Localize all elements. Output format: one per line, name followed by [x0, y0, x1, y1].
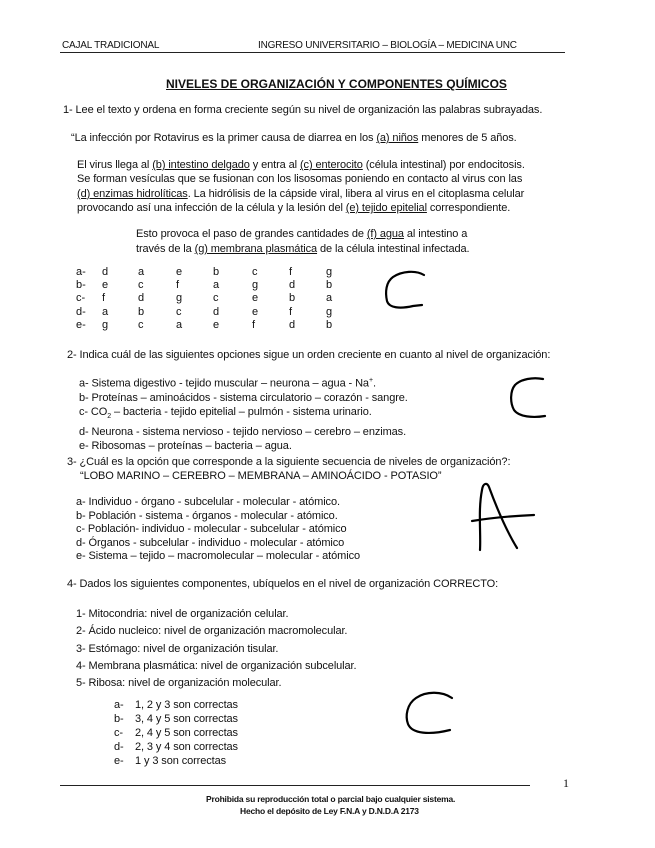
q3-option-e: e- Sistema – tejido – macromolecular – molecular - atómico — [76, 550, 360, 563]
q1-option-cell: a — [326, 292, 333, 305]
q1-option-cell: c — [138, 279, 144, 292]
q3-option-c: c- Población- individuo - molecular - subcelular - atómico — [76, 523, 347, 536]
q1-option-row — [76, 265, 346, 278]
q1-option-row — [76, 292, 346, 305]
q4-item-2: 2- Ácido nucleico: nivel de organización macromolecular. — [76, 625, 348, 638]
q1-option-cell: a — [138, 265, 145, 278]
q1-option-cell: f — [102, 292, 106, 305]
q1-option-cell: f — [289, 305, 293, 318]
q2-option-a: a- Sistema digestivo - tejido muscular – neurona – agua - Na+. — [79, 377, 376, 390]
q3-option-d: d- Órganos - subcelular - individuo - molecular - atómico — [76, 536, 345, 549]
q1-option-cell: c — [213, 292, 219, 305]
q1-paragraph-3 — [136, 227, 469, 257]
q1-option-cell: d — [289, 319, 296, 332]
q3-handwritten-answer-a — [470, 478, 540, 553]
q3-option-a: a- Individuo - órgano - subcelular - molecular - atómico. — [76, 496, 340, 508]
footer-line-2: Hecho el depósito de Ley F.N.A y D.N.D.A 2173 — [240, 806, 419, 816]
q4-option-a: a- 1, 2 y 3 son correctas — [114, 699, 238, 711]
page-title: NIVELES DE ORGANIZACIÓN Y COMPONENTES QUÍMICOS — [166, 77, 507, 91]
q1-options-table — [76, 265, 346, 332]
q1-option-cell: d — [138, 292, 145, 305]
q1-option-cell: c — [252, 265, 258, 278]
q1-option-cell: f — [176, 279, 180, 292]
q1-option-cell: d — [213, 305, 220, 318]
q2-handwritten-answer-c — [505, 376, 555, 421]
q4-item-5: 5- Ribosa: nivel de organización molecular. — [76, 677, 282, 690]
q4-item-3: 3- Estómago: nivel de organización tisular. — [76, 642, 279, 655]
q1-p2-line-4: provocando así una infección de la célula y la lesión del (e) tejido epitelial correspondiente. — [77, 201, 511, 214]
q1-option-cell: b — [138, 305, 145, 318]
q1-option-cell: g — [326, 305, 333, 318]
q1-paragraph-1: “La infección por Rotavirus es la primer causa de diarrea en los (a) niños menores de 5 años. — [71, 132, 517, 144]
q1-p3-line-2: través de la (g) membrana plasmática de la célula intestinal infectada. — [136, 243, 470, 255]
q4-options — [114, 698, 238, 768]
q1-option-cell: e — [252, 292, 259, 305]
q1-option-cell: f — [289, 265, 293, 278]
q1-p3-line-1: Esto provoca el paso de grandes cantidades de (f) agua al intestino a — [136, 228, 468, 240]
q1-option-cell: b — [289, 292, 296, 305]
q1-option-cell: a — [213, 279, 220, 292]
q1-option-cell: b — [213, 265, 220, 278]
q2-option-b: b- Proteínas – aminoácidos - sistema circulatorio – corazón - sangre. — [79, 391, 408, 404]
q1-p2-line-2: Se forman vesículas que se fusionan con los lisosomas poniendo en contacto al virus con las — [77, 173, 523, 186]
q1-option-cell: f — [252, 319, 256, 332]
page-number: 1 — [563, 776, 569, 790]
q1-option-cell: d — [102, 265, 109, 278]
q1-option-cell: c — [138, 319, 144, 332]
q1-option-cell: g — [102, 319, 109, 332]
q1-prompt: 1- Lee el texto y ordena en forma creciente según su nivel de organización las palabras subrayadas. — [63, 104, 543, 116]
footer-rule — [60, 785, 530, 786]
q1-option-cell: g — [326, 265, 333, 278]
q1-option-cell: e — [102, 279, 109, 292]
q1-option-cell: e — [252, 305, 259, 318]
q4-option-d: d- 2, 3 y 4 son correctas — [114, 741, 238, 753]
q3-options — [76, 496, 360, 564]
q1-option-cell: b — [326, 279, 333, 292]
q1-options — [76, 265, 346, 332]
q1-option-cell: a — [176, 319, 183, 332]
q1-option-cell: g — [176, 292, 183, 305]
q1-option-letter: a- — [76, 265, 86, 278]
q4-option-e: e- 1 y 3 son correctas — [114, 755, 227, 767]
q2-option-c: c- $CO_2$ – bacteria - tejido epitelial – pulmón - sistema urinario. — [79, 406, 372, 421]
q2-option-e: e- Ribosomas – proteínas – bacteria – agua. — [79, 440, 292, 453]
q1-option-letter: b- — [76, 279, 86, 292]
q1-option-cell: a — [102, 305, 109, 318]
header-right: INGRESO UNIVERSITARIO – BIOLOGÍA – MEDICINA UNC — [258, 40, 517, 51]
q1-option-row — [76, 319, 346, 332]
q1-option-row — [76, 278, 346, 291]
q2-prompt: 2- Indica cuál de las siguientes opciones sigue un orden creciente en cuanto al nivel de organización: — [67, 349, 551, 361]
q1-option-row — [76, 305, 346, 318]
q1-p2-line-1: El virus llega al (b) intestino delgado y entra al (c) enterocito (célula intestinal) por endocitosis. — [77, 159, 525, 171]
q1-paragraph-2 — [77, 158, 525, 215]
q1-option-letter: e- — [76, 319, 86, 332]
q1-option-cell: g — [252, 279, 259, 292]
q3-prompt: 3- ¿Cuál es la opción que corresponde a la siguiente secuencia de niveles de organización?: — [67, 456, 511, 468]
q1-p2-line-3: (d) enzimas hidrolíticas. La hidrólisis de la cápside viral, libera al virus en el citoplasma celular — [77, 187, 525, 200]
q1-option-cell: e — [176, 265, 183, 278]
q1-option-cell: e — [213, 319, 220, 332]
q4-option-c: c- 2, 4 y 5 son correctas — [114, 727, 238, 739]
q2-options — [79, 374, 408, 453]
q4-items — [76, 606, 356, 692]
q1-option-letter: c- — [76, 292, 86, 305]
q4-item-4: 4- Membrana plasmática: nivel de organización subcelular. — [76, 659, 357, 672]
q1-option-cell: c — [176, 305, 182, 318]
q2-option-d: d- Neurona - sistema nervioso - tejido nervioso – cerebro – enzimas. — [79, 425, 407, 438]
q3-sequence: “LOBO MARINO – CEREBRO – MEMBRANA – AMINOÁCIDO - POTASIO” — [80, 470, 442, 482]
footer-line-1: Prohibida su reproducción total o parcial bajo cualquier sistema. — [206, 794, 456, 804]
q1-option-cell: b — [326, 319, 333, 332]
q4-item-1: 1- Mitocondria: nivel de organización celular. — [76, 608, 289, 620]
q4-prompt: 4- Dados los siguientes componentes, ubíquelos en el nivel de organización CORRECTO: — [67, 578, 499, 590]
q1-handwritten-answer-c — [380, 268, 440, 313]
header-left: CAJAL TRADICIONAL — [62, 40, 160, 51]
q1-option-cell: d — [289, 279, 296, 292]
q4-handwritten-answer-c — [400, 690, 460, 740]
q3-option-b: b- Población - sistema - órganos - molecular - atómico. — [76, 509, 338, 522]
header-rule — [60, 52, 565, 53]
q4-option-b: b- 3, 4 y 5 son correctas — [114, 713, 238, 725]
q1-option-letter: d- — [76, 305, 86, 318]
